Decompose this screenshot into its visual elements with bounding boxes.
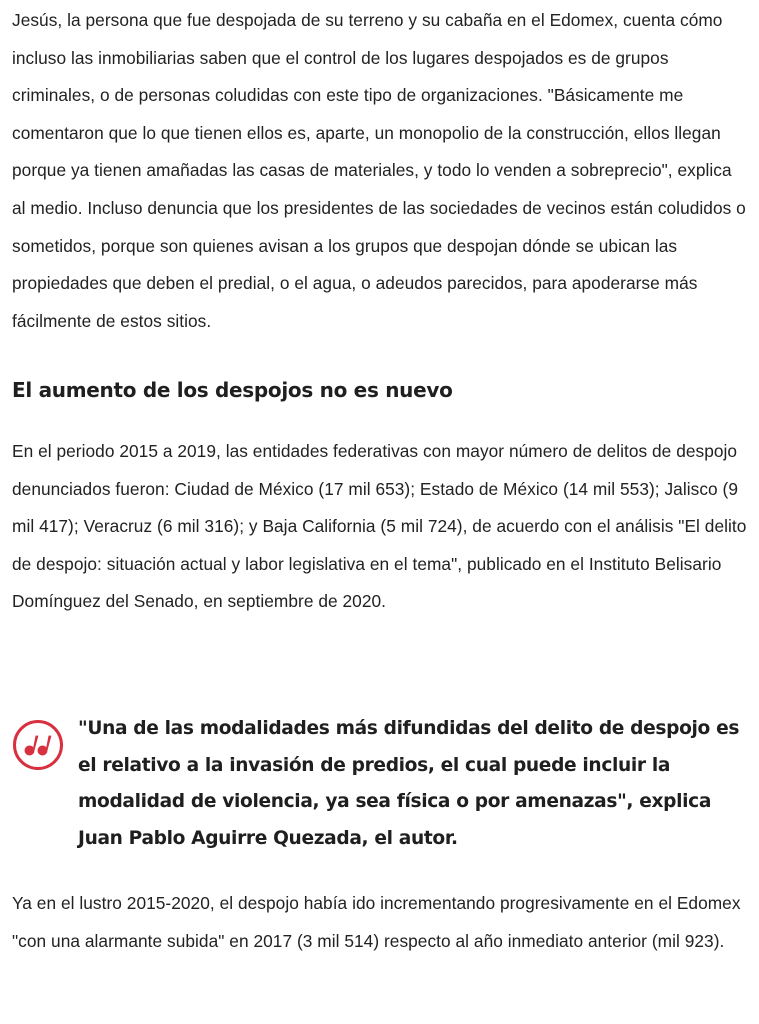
article-paragraph-3: Ya en el lustro 2015-2020, el despojo había ido incrementando progresivamente en el Edomex "con una alarmante subida" en 2017 (3 mil 514) respecto al año inmediato anterior (mil 923). [12,893,741,951]
article-paragraph-1: Jesús, la persona que fue despojada de su terreno y su cabaña en el Edomex, cuenta cómo incluso las inmobiliarias saben que el control de los lugares despojados es de grupos criminales, o de personas coludidas con este tipo de organizaciones. "Básicamente me comentaron que lo que tienen ellos es, aparte, un monopolio de la construcción, ellos llegan porque ya tienen amañadas las casas de materiales, y todo lo venden a sobreprecio", explica al medio. Incluso denuncia que los presidentes de las sociedades de vecinos están coludidos o sometidos, porque son quienes avisan a los grupos que despojan dónde se ubican las propiedades que deben el predial, o el agua, o adeudos parecidos, para apoderarse más fácilmente de estos sitios. [12,10,746,331]
section-heading: El aumento de los despojos no es nuevo [12,378,453,402]
quote-marks-icon [12,719,64,771]
article-paragraph-2: En el periodo 2015 a 2019, las entidades federativas con mayor número de delitos de despojo denunciados fueron: Ciudad de México (17 mil 653); Estado de México (14 mil 553); Jalisco (9 mil 417); Veracruz (6 mil 316); y Baja California (5 mil 724), de acuerdo con el análisis "El delito de despojo: situación actual y labor legislativa en el tema", publicado en el Instituto Belisario Domínguez del Senado, en septiembre de 2020. [12,441,747,612]
pull-quote-text: "Una de las modalidades más difundidas del delito de despojo es el relativo a la invasión de predios, el cual puede incluir la modalidad de violencia, ya sea física o por amenazas", explica Juan Pablo Aguirre Quezada, el autor. [78,718,740,849]
